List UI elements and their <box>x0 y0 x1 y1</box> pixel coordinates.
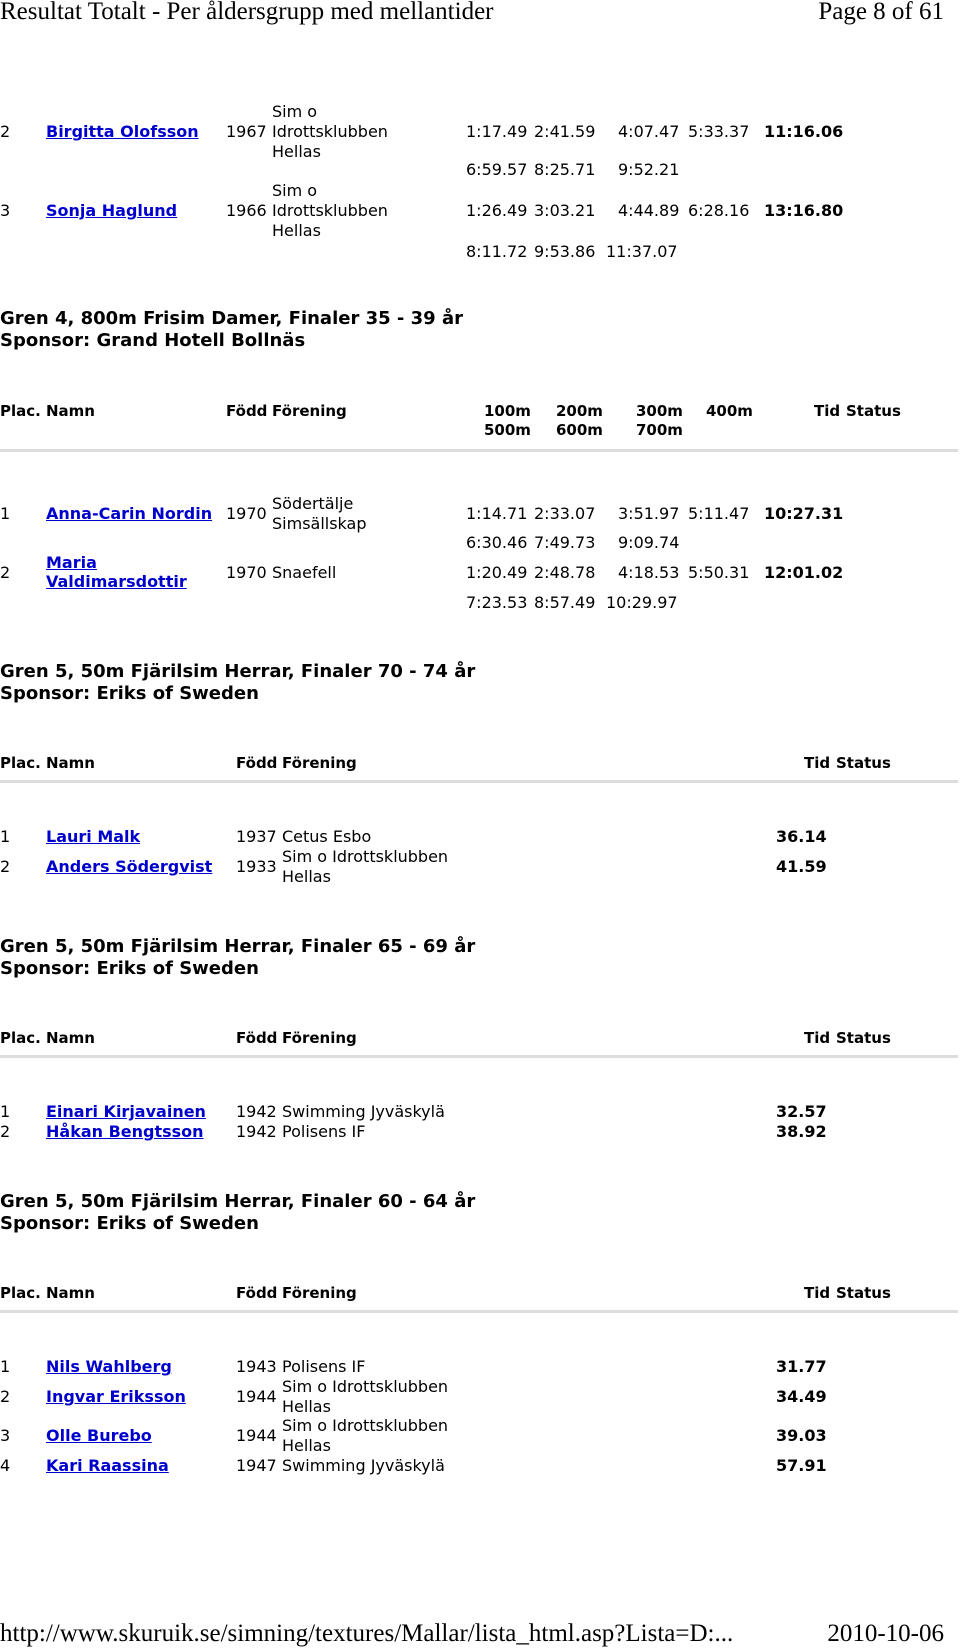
club-name: Swimming Jyväskylä <box>282 1102 445 1121</box>
athlete-link[interactable]: Håkan Bengtsson <box>46 1122 204 1141</box>
club-name: Polisens IF <box>282 1357 366 1376</box>
col-700m: 700m <box>636 421 683 439</box>
born-year: 1966 <box>226 201 267 220</box>
split-700: 11:37.07 <box>606 242 678 261</box>
col-forening: Förening <box>272 402 347 420</box>
athlete-link[interactable]: Birgitta Olofsson <box>46 122 199 141</box>
split-300: 4:18.53 <box>618 563 680 582</box>
born-year: 1967 <box>226 122 267 141</box>
athlete-link[interactable]: Nils Wahlberg <box>46 1357 172 1376</box>
club-line: Södertälje <box>272 494 354 513</box>
col-tid: Tid <box>804 1029 831 1047</box>
athlete-link[interactable]: Ingvar Eriksson <box>46 1387 186 1406</box>
club-line: Hellas <box>282 1436 331 1455</box>
born-year: 1942 <box>236 1122 277 1141</box>
col-fodd: Född <box>236 1029 278 1047</box>
col-600m: 600m <box>556 421 603 439</box>
club-name: Polisens IF <box>282 1122 366 1141</box>
born-year: 1937 <box>236 827 277 846</box>
plac: 2 <box>0 122 11 141</box>
athlete-link[interactable]: Olle Burebo <box>46 1426 152 1445</box>
final-time: 39.03 <box>776 1426 827 1445</box>
split-200: 2:48.78 <box>534 563 596 582</box>
split-100: 1:26.49 <box>466 201 528 220</box>
event-title: Gren 4, 800m Frisim Damer, Finaler 35 - 39 år <box>0 308 463 329</box>
club-line: Sim o <box>272 181 318 200</box>
event-title: Gren 5, 50m Fjärilsim Herrar, Finaler 65 - 69 år <box>0 936 476 957</box>
col-namn: Namn <box>46 1284 95 1302</box>
club-line: Sim o <box>272 102 318 121</box>
born-year: 1944 <box>236 1387 277 1406</box>
header-divider <box>0 1310 958 1313</box>
col-status: Status <box>836 1029 891 1047</box>
athlete-link[interactable]: Valdimarsdottir <box>46 572 187 591</box>
split-700: 9:52.21 <box>618 160 680 179</box>
col-status: Status <box>846 402 901 420</box>
split-100: 1:14.71 <box>466 504 528 523</box>
split-400: 5:50.31 <box>688 563 750 582</box>
club-line: Hellas <box>272 221 321 240</box>
split-500: 6:30.46 <box>466 533 528 552</box>
header-divider <box>0 780 958 783</box>
col-200m: 200m <box>556 402 603 420</box>
club-line: Sim o Idrottsklubben <box>282 1416 449 1435</box>
final-time: 36.14 <box>776 827 827 846</box>
split-300: 4:44.89 <box>618 201 680 220</box>
final-time: 41.59 <box>776 857 827 876</box>
split-400: 5:33.37 <box>688 122 750 141</box>
athlete-link[interactable]: Kari Raassina <box>46 1456 169 1475</box>
plac: 2 <box>0 1387 11 1406</box>
born-year: 1944 <box>236 1426 277 1445</box>
col-100m: 100m <box>484 402 531 420</box>
split-400: 6:28.16 <box>688 201 750 220</box>
athlete-link[interactable]: Anders Södergvist <box>46 857 213 876</box>
plac: 3 <box>0 1426 11 1445</box>
event-sponsor: Sponsor: Eriks of Sweden <box>0 683 259 704</box>
split-300: 4:07.47 <box>618 122 680 141</box>
split-500: 8:11.72 <box>466 242 528 261</box>
club-line: Sim o Idrottsklubben <box>282 1377 449 1396</box>
final-time: 12:01.02 <box>764 563 844 582</box>
born-year: 1947 <box>236 1456 277 1475</box>
plac: 1 <box>0 504 11 523</box>
col-fodd: Född <box>236 754 278 772</box>
club-line: Hellas <box>282 867 331 886</box>
club-line: Idrottsklubben <box>272 201 388 220</box>
event-sponsor: Sponsor: Eriks of Sweden <box>0 1213 259 1234</box>
col-status: Status <box>836 1284 891 1302</box>
col-plac: Plac. <box>0 1284 41 1302</box>
plac: 3 <box>0 201 11 220</box>
split-200: 2:33.07 <box>534 504 596 523</box>
final-time: 32.57 <box>776 1102 827 1121</box>
split-200: 3:03.21 <box>534 201 596 220</box>
col-plac: Plac. <box>0 1029 41 1047</box>
born-year: 1942 <box>236 1102 277 1121</box>
split-500: 6:59.57 <box>466 160 528 179</box>
club-name: Cetus Esbo <box>282 827 372 846</box>
split-200: 2:41.59 <box>534 122 596 141</box>
plac: 1 <box>0 827 11 846</box>
final-time: 38.92 <box>776 1122 827 1141</box>
plac: 4 <box>0 1456 11 1475</box>
final-time: 57.91 <box>776 1456 827 1475</box>
born-year: 1970 <box>226 563 267 582</box>
col-forening: Förening <box>282 1284 357 1302</box>
plac: 1 <box>0 1357 11 1376</box>
athlete-link[interactable]: Einari Kirjavainen <box>46 1102 206 1121</box>
col-tid: Tid <box>804 754 831 772</box>
page-header-title: Resultat Totalt - Per åldersgrupp med mellantider <box>0 0 494 25</box>
page-url: http://www.skuruik.se/simning/textures/Mallar/lista_html.asp?Lista=D:... <box>0 1620 734 1647</box>
split-300: 3:51.97 <box>618 504 680 523</box>
event-title: Gren 5, 50m Fjärilsim Herrar, Finaler 70 - 74 år <box>0 661 476 682</box>
col-namn: Namn <box>46 754 95 772</box>
col-namn: Namn <box>46 402 95 420</box>
final-time: 10:27.31 <box>764 504 844 523</box>
page-number: Page 8 of 61 <box>818 0 944 25</box>
plac: 2 <box>0 563 11 582</box>
col-forening: Förening <box>282 754 357 772</box>
col-tid: Tid <box>804 1284 831 1302</box>
club-line: Hellas <box>272 142 321 161</box>
col-status: Status <box>836 754 891 772</box>
col-forening: Förening <box>282 1029 357 1047</box>
athlete-link[interactable]: Maria <box>46 553 97 572</box>
split-100: 1:20.49 <box>466 563 528 582</box>
col-plac: Plac. <box>0 402 41 420</box>
event-sponsor: Sponsor: Grand Hotell Bollnäs <box>0 330 306 351</box>
col-400m: 400m <box>706 402 753 420</box>
col-fodd: Född <box>236 1284 278 1302</box>
col-300m: 300m <box>636 402 683 420</box>
athlete-link[interactable]: Lauri Malk <box>46 827 141 846</box>
split-600: 8:25.71 <box>534 160 596 179</box>
split-600: 9:53.86 <box>534 242 596 261</box>
born-year: 1943 <box>236 1357 277 1376</box>
split-700: 9:09.74 <box>618 533 680 552</box>
split-500: 7:23.53 <box>466 593 528 612</box>
plac: 2 <box>0 857 11 876</box>
final-time: 11:16.06 <box>764 122 844 141</box>
born-year: 1970 <box>226 504 267 523</box>
final-time: 34.49 <box>776 1387 827 1406</box>
plac: 1 <box>0 1102 11 1121</box>
split-100: 1:17.49 <box>466 122 528 141</box>
club-line: Sim o Idrottsklubben <box>282 847 449 866</box>
header-divider <box>0 449 958 452</box>
club-line: Idrottsklubben <box>272 122 388 141</box>
col-tid: Tid <box>814 402 841 420</box>
split-600: 8:57.49 <box>534 593 596 612</box>
col-500m: 500m <box>484 421 531 439</box>
col-namn: Namn <box>46 1029 95 1047</box>
event-title: Gren 5, 50m Fjärilsim Herrar, Finaler 60 - 64 år <box>0 1191 476 1212</box>
club-name: Snaefell <box>272 563 337 582</box>
club-line: Hellas <box>282 1397 331 1416</box>
athlete-link[interactable]: Anna-Carin Nordin <box>46 504 213 523</box>
col-plac: Plac. <box>0 754 41 772</box>
plac: 2 <box>0 1122 11 1141</box>
print-date: 2010-10-06 <box>827 1620 944 1647</box>
split-600: 7:49.73 <box>534 533 596 552</box>
club-name: Swimming Jyväskylä <box>282 1456 445 1475</box>
header-divider <box>0 1055 958 1058</box>
event-sponsor: Sponsor: Eriks of Sweden <box>0 958 259 979</box>
split-400: 5:11.47 <box>688 504 750 523</box>
athlete-link[interactable]: Sonja Haglund <box>46 201 178 220</box>
col-fodd: Född <box>226 402 268 420</box>
born-year: 1933 <box>236 857 277 876</box>
club-line: Simsällskap <box>272 514 367 533</box>
final-time: 13:16.80 <box>764 201 844 220</box>
split-700: 10:29.97 <box>606 593 678 612</box>
final-time: 31.77 <box>776 1357 827 1376</box>
